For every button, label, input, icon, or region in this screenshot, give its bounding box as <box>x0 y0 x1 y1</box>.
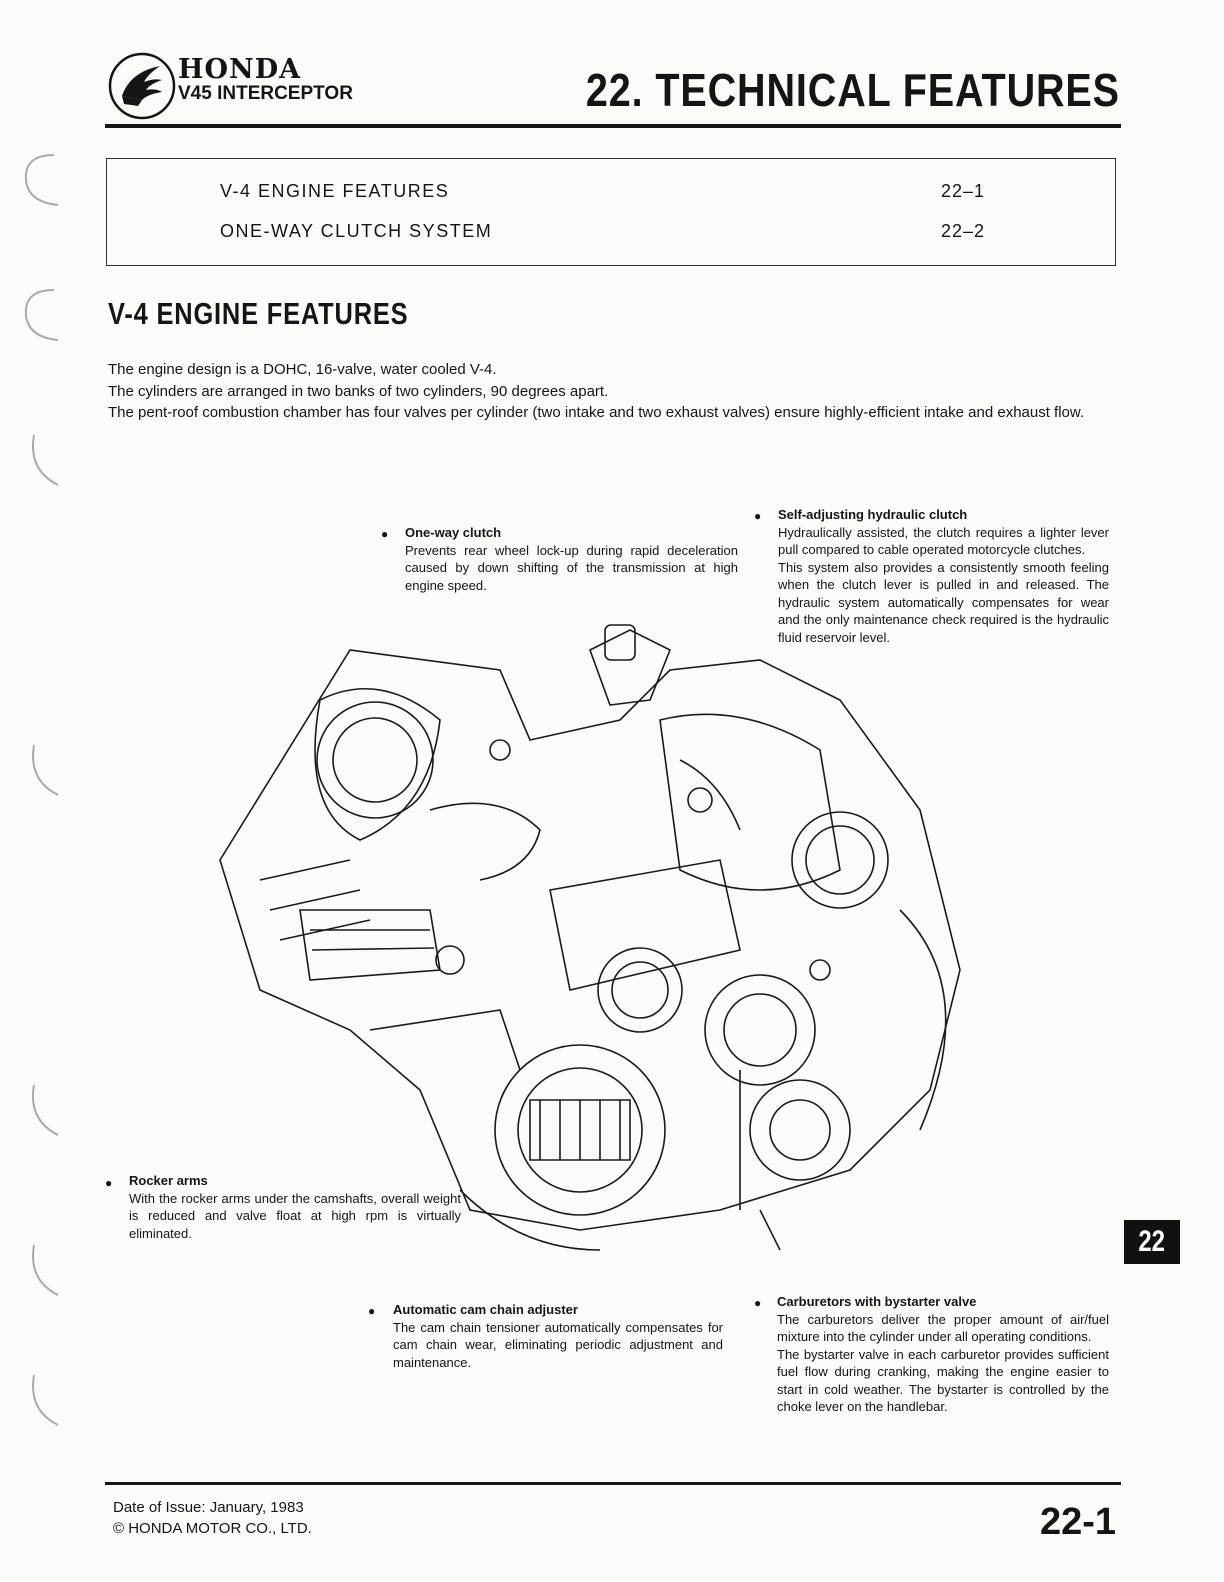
toc-item-page: 22–1 <box>941 181 986 201</box>
intro-line: The cylinders are arranged in two banks of two cylinders, 90 degrees apart. <box>108 382 609 400</box>
chapter-side-tab[interactable] <box>1124 1220 1180 1264</box>
callout-text: The carburetors deliver the proper amount of air/fuel mixture into the cylinder under all operating conditions. <box>777 1311 1109 1344</box>
binder-hole-mark <box>14 1080 64 1140</box>
callout-title: Self-adjusting hydraulic clutch <box>778 507 968 522</box>
header-rule <box>105 124 1121 128</box>
brand-name: HONDA <box>178 54 302 85</box>
honda-wing-logo-icon <box>108 52 176 120</box>
callout-text: Prevents rear wheel lock-up during rapid deceleration caused by down shifting of the transmission at high engine speed. <box>405 542 738 593</box>
page-number: 22-1 <box>1039 1501 1116 1543</box>
callout-rocker-arms <box>129 1172 461 1242</box>
side-tab-label: 22 <box>1138 1225 1166 1258</box>
footer-rule <box>105 1482 1121 1485</box>
callout-cam-chain-adjuster <box>393 1301 723 1371</box>
footer-info <box>113 1497 312 1539</box>
intro-line: The engine design is a DOHC, 16-valve, water cooled V-4. <box>108 361 497 378</box>
callout-title: One-way clutch <box>405 525 502 540</box>
binder-hole-mark <box>14 740 64 800</box>
table-of-contents <box>106 158 1116 266</box>
binder-hole-mark <box>14 150 64 210</box>
binder-hole-mark <box>14 1240 64 1300</box>
callout-text: The bystarter valve in each carburetor provides sufficient fuel flow during cranking, making the engine easier to start in cold weather. The bystarter is controlled by the choke lever on the handlebar. <box>777 1346 1109 1414</box>
callout-carburetors <box>777 1293 1109 1416</box>
chapter-title: 22. TECHNICAL FEATURES <box>586 64 1120 116</box>
bullet-icon: ● <box>368 1304 376 1318</box>
issue-date: Date of Issue: January, 1983 <box>113 1499 304 1516</box>
section-heading: V-4 ENGINE FEATURES <box>108 296 409 331</box>
callout-title: Automatic cam chain adjuster <box>393 1302 578 1317</box>
callout-title: Carburetors with bystarter valve <box>777 1294 977 1309</box>
toc-item-label[interactable]: ONE-WAY CLUTCH SYSTEM <box>220 221 493 241</box>
intro-line: The pent-roof combustion chamber has four valves per cylinder (two intake and two exhaust valves) ensure highly-efficient intake and exhaust flow. <box>108 404 1085 421</box>
binder-hole-mark <box>14 1370 64 1430</box>
bullet-icon: ● <box>105 1176 113 1190</box>
callout-one-way-clutch <box>405 524 738 594</box>
bullet-icon: ● <box>381 527 389 541</box>
toc-item-label[interactable]: V-4 ENGINE FEATURES <box>220 181 450 201</box>
binder-hole-mark <box>14 430 64 490</box>
toc-item-page: 22–2 <box>941 221 986 241</box>
callout-text: The cam chain tensioner automatically compensates for cam chain wear, eliminating periodic adjustment and maintenance. <box>393 1319 723 1370</box>
bullet-icon: ● <box>754 509 762 523</box>
callout-text: Hydraulically assisted, the clutch requires a lighter lever pull compared to cable operated motorcycle clutches. <box>778 524 1109 557</box>
binder-hole-mark <box>14 285 64 345</box>
callout-text: This system also provides a consistently smooth feeling when the clutch lever is pulled in and released. The hydraulic system automatically compensates for wear and the only maintenance check required is the hydraulic fluid reservoir level. <box>778 559 1109 645</box>
callout-text: With the rocker arms under the camshafts, overall weight is reduced and valve float at high rpm is virtually eliminated. <box>129 1190 461 1241</box>
callout-hydraulic-clutch <box>778 506 1109 646</box>
model-name: V45 INTERCEPTOR <box>178 83 353 104</box>
callout-title: Rocker arms <box>129 1173 208 1188</box>
bullet-icon: ● <box>754 1296 762 1310</box>
copyright: © HONDA MOTOR CO., LTD. <box>113 1520 312 1537</box>
intro-text <box>108 359 1098 424</box>
